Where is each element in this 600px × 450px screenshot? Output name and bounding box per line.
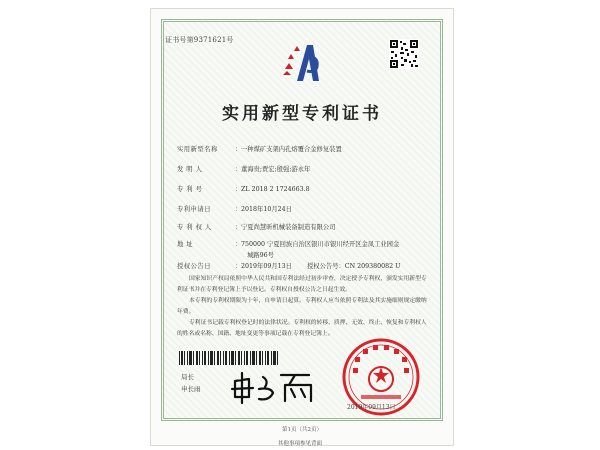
field-patent-number: 专 利 号 ：ZL 2018 2 1724663.8 [177, 186, 310, 193]
footer-note: 其他事项参见背面 [277, 441, 322, 447]
cnipa-logo-icon [279, 39, 325, 85]
field-value: 2018年10月24日 [241, 206, 292, 213]
field-patentee: 专 利 权 人 ：宁夏尚慧昕机械装备制造有限公司 [177, 224, 336, 231]
field-label: 专利申请日 [177, 206, 211, 213]
seal-date: 2019年09月13日 [347, 404, 396, 411]
certificate-title: 实用新型专利证书 [222, 104, 382, 124]
field-value: 宁夏尚慧昕机械装备制造有限公司 [241, 224, 336, 231]
field-value: 一种煤矿支架内孔熔覆合金修复装置 [241, 146, 342, 153]
field-label: 专 利 权 人 [177, 224, 212, 231]
field-value: 750000 宁夏回族自治区银川市银川经开区金凤工业园金 [241, 241, 400, 248]
field-inventors: 发 明 人 ：董海贵;贾宏;殷强;游永年 [177, 166, 311, 173]
handwritten-signature-icon [229, 367, 319, 405]
certificate-number: 证书号第9371621号 [165, 36, 234, 44]
barcode-icon [179, 351, 279, 365]
signature-name: 申长雨 [181, 385, 201, 393]
field-label: 发 明 人 [177, 166, 203, 173]
certificate-body-text [177, 274, 429, 340]
field-label: 地 址 [177, 241, 194, 248]
field-utility-model-name: 实用新型名称 ：一种煤矿支架内孔熔覆合金修复装置 [177, 146, 342, 153]
body-paragraph: 本专利的专利权期限为十年，自申请日起算。专利权人应当依照专利法及其实施细则规定缴纳年费。 [177, 298, 427, 315]
field-label: 实用新型名称 [177, 146, 218, 153]
certificate-sheet [150, 8, 454, 446]
page-number: 第1页（共2页） [282, 427, 322, 433]
signature-title: 局长 [181, 373, 194, 381]
field-address-line2: 城路96号 [247, 252, 274, 259]
field-value: 2019年09月13日 [241, 263, 292, 270]
qr-code-icon [389, 39, 419, 69]
field-address: 地 址 ：750000 宁夏回族自治区银川市银川经开区金凤工业园金 [177, 241, 400, 248]
field-label: 专 利 号 [177, 186, 203, 193]
field-application-date: 专利申请日 ：2018年10月24日 [177, 206, 292, 213]
field-label: 授权公告日 [177, 263, 211, 270]
body-paragraph: 专利证书记载专利权登记时的法律状况。专利权的转移、质押、无效、终止、恢复和专利权人的姓名或名称、国籍、地址变更等事项记载在专利登记簿上。 [177, 320, 427, 337]
field-value: CN 209380082 U [344, 263, 401, 270]
body-paragraph: 国家知识产权局依照中华人民共和国专利法经过初步审查，决定授予专利权，颁发实用新型专利证书并在专利登记簿上予以登记。专利权自授权公告之日起生效。 [177, 276, 427, 293]
field-value: ZL 2018 2 1724663.8 [241, 186, 310, 193]
field-label: 授权公告号 [307, 263, 339, 270]
field-value: 董海贵;贾宏;殷强;游永年 [241, 166, 311, 173]
signature-block [181, 371, 201, 395]
field-grant-date: 授权公告日 ：2019年09月13日 授权公告号：CN 209380082 U [177, 263, 401, 270]
